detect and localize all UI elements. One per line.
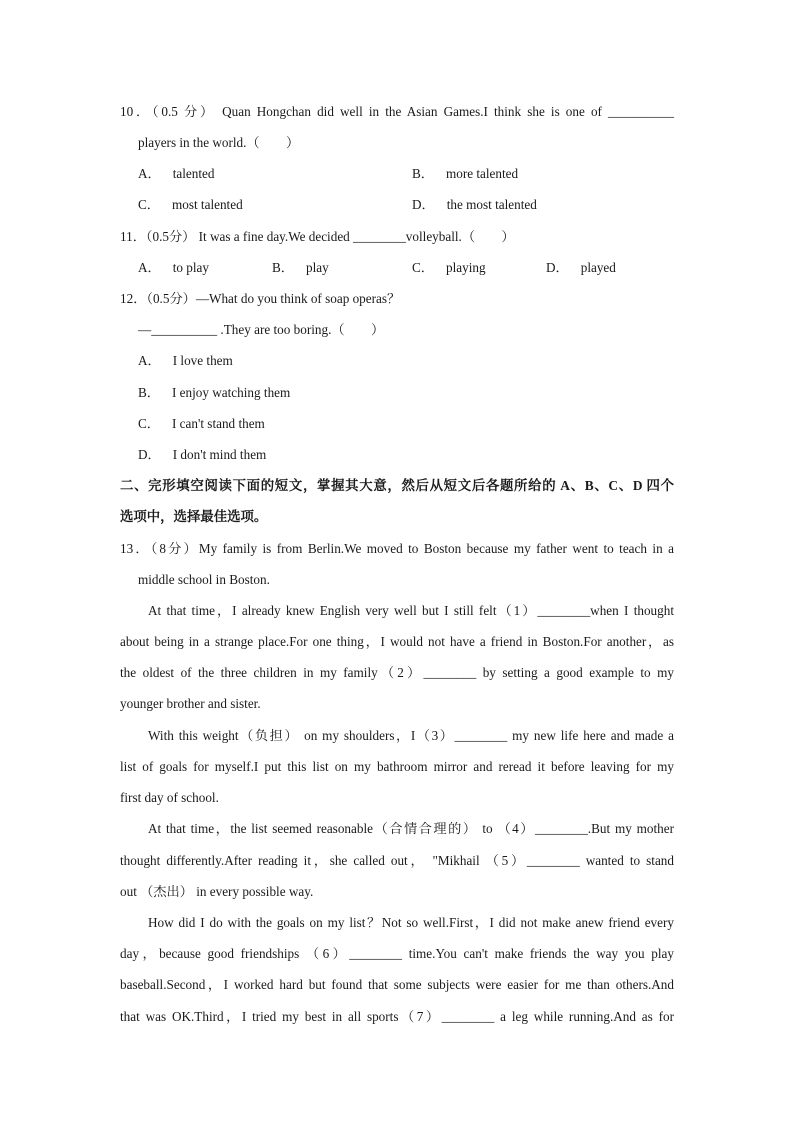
q10-option-c[interactable] bbox=[138, 197, 243, 213]
option-letter: A． bbox=[138, 166, 161, 181]
option-text: I don't mind them bbox=[172, 447, 267, 462]
option-letter: D． bbox=[138, 447, 161, 462]
option-letter: A． bbox=[138, 353, 161, 368]
option-letter: A． bbox=[138, 260, 161, 275]
option-letter: B． bbox=[272, 260, 294, 275]
q10-option-d[interactable] bbox=[412, 197, 537, 213]
q13-line: At that time，I already knew English very well but I still felt（1）________when I thought bbox=[148, 603, 674, 618]
q12-option-b[interactable] bbox=[138, 385, 290, 401]
q13-line: day，because good friendships （6）________ time.You can't make friends the way you play bbox=[120, 946, 674, 961]
option-letter: D． bbox=[546, 260, 569, 275]
option-text: to play bbox=[172, 260, 209, 275]
q11-stem: 11．（0.5分） It was a fine day.We decided ________volleyball.（ ） bbox=[120, 229, 515, 244]
option-letter: B． bbox=[412, 166, 434, 181]
q10-stem-line2: players in the world.（ ） bbox=[138, 135, 300, 150]
q10-option-b[interactable] bbox=[412, 166, 518, 182]
q12-option-c[interactable] bbox=[138, 416, 265, 432]
option-text: talented bbox=[172, 166, 215, 181]
q13-line: At that time，the list seemed reasonable（合情合理的） to （4）________.But my mother bbox=[148, 821, 674, 836]
option-text: I enjoy watching them bbox=[171, 385, 291, 400]
q13-line: about being in a strange place.For one thing，I would not have a friend in Boston.For another，as bbox=[120, 634, 674, 649]
q13-line: middle school in Boston. bbox=[138, 572, 270, 587]
q13-line: that was OK.Third，I tried my best in all sports（7）________ a leg while running.And as for bbox=[120, 1009, 674, 1024]
q11-option-a[interactable] bbox=[138, 260, 209, 276]
q11-option-b[interactable] bbox=[272, 260, 329, 276]
option-text: played bbox=[580, 260, 616, 275]
option-letter: D． bbox=[412, 197, 435, 212]
section-heading-line2: 选项中，选择最佳选项。 bbox=[120, 509, 268, 524]
q13-line: With this weight（负担） on my shoulders，I（3）________ my new life here and made a bbox=[148, 728, 674, 743]
q13-line: baseball.Second，I worked hard but found that some subjects were easier for me than others.And bbox=[120, 977, 674, 992]
q12-option-d[interactable] bbox=[138, 447, 266, 463]
q13-line: thought differently.After reading it，she called out， "Mikhail （5）________ wanted to stand bbox=[120, 853, 674, 868]
option-text: play bbox=[305, 260, 329, 275]
q10-option-a[interactable] bbox=[138, 166, 214, 182]
q13-line: first day of school. bbox=[120, 790, 219, 805]
option-text: I can't stand them bbox=[171, 416, 265, 431]
q11-option-d[interactable] bbox=[546, 260, 616, 276]
q13-line: How did I do with the goals on my list？Not so well.First，I did not make anew friend every bbox=[148, 915, 674, 930]
option-text: more talented bbox=[445, 166, 519, 181]
option-text: the most talented bbox=[446, 197, 537, 212]
option-letter: C． bbox=[138, 416, 160, 431]
option-letter: C． bbox=[138, 197, 160, 212]
option-letter: C． bbox=[412, 260, 434, 275]
q12-stem-line2: —__________ .They are too boring.（ ） bbox=[138, 322, 385, 337]
q12-stem-line1: 12．（0.5分）—What do you think of soap operas？ bbox=[120, 291, 401, 306]
option-text: I love them bbox=[172, 353, 233, 368]
q10-stem-line1: 10．（0.5 分） Quan Hongchan did well in the Asian Games.I think she is one of __________ bbox=[120, 104, 674, 119]
q13-line: 13．（8分）My family is from Berlin.We moved to Boston because my father went to teach in a bbox=[120, 541, 674, 556]
option-text: playing bbox=[445, 260, 486, 275]
q13-line: younger brother and sister. bbox=[120, 696, 261, 711]
q13-line: the oldest of the three children in my family（2）________ by setting a good example to my bbox=[120, 665, 674, 680]
q13-line: out （杰出） in every possible way. bbox=[120, 884, 314, 899]
section-heading-line1: 二、完形填空阅读下面的短文，掌握其大意，然后从短文后各题所给的 A、B、C、D 四个 bbox=[120, 478, 674, 493]
option-text: most talented bbox=[171, 197, 243, 212]
q11-option-c[interactable] bbox=[412, 260, 486, 276]
option-letter: B． bbox=[138, 385, 160, 400]
q13-line: list of goals for myself.I put this list on my bathroom mirror and reread it before leaving for my bbox=[120, 759, 674, 774]
q12-option-a[interactable] bbox=[138, 353, 233, 369]
